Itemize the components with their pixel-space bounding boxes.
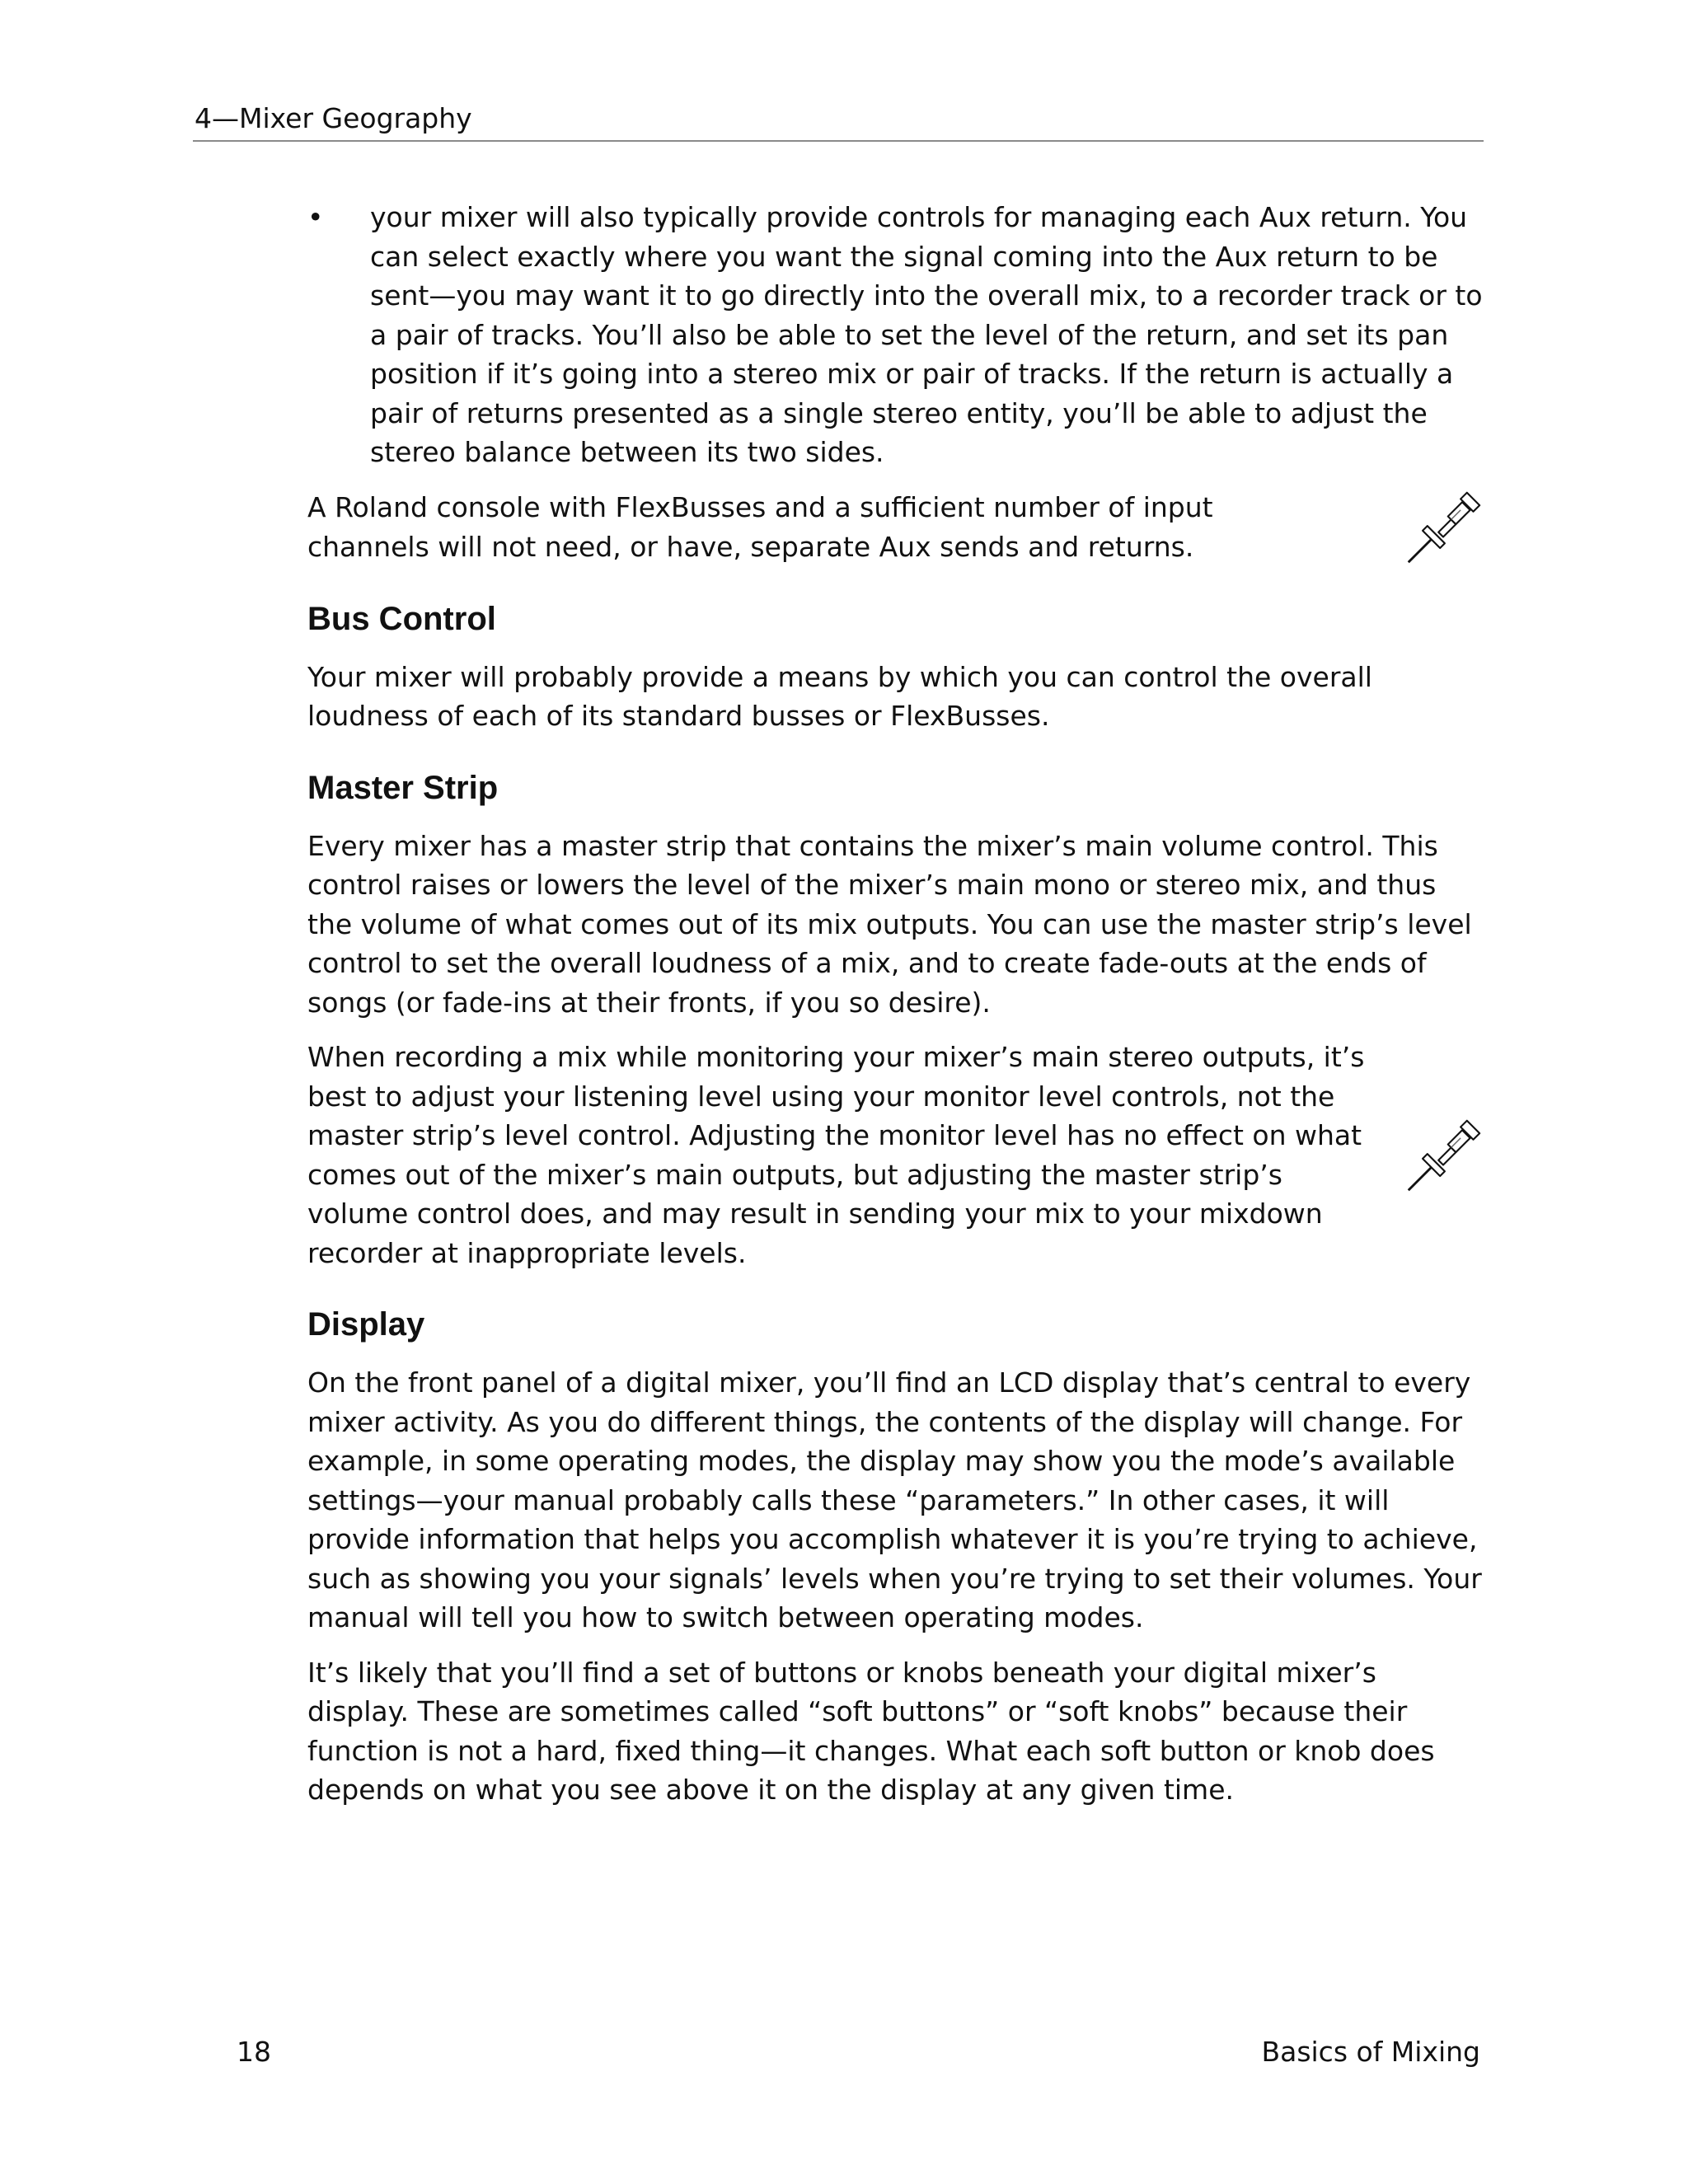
bullet-text: your mixer will also typically provide controls for managing each Aux return. You can select exactly where you want the signal coming into the Aux return to be sent—you may want it to go directly into the overall mix, to a recorder track or to a pair of tracks. You’ll also be able to set the level of the return, and set its pan position if it’s going into a stereo mix or pair of tracks. If the return is actually a pair of returns presented as a single stereo entity, you’ll be able to adjust the stereo balance between its two sides. <box>370 201 1483 468</box>
bullet-item <box>307 198 1483 472</box>
paragraph: Every mixer has a master strip that contains the mixer’s main volume control. This control raises or lowers the level of the mixer’s main mono or stereo mix, and thus the volume of what comes out of its mix outputs. You can use the master strip’s level control to set the overall loudness of a mix, and to create fade-outs at the ends of songs (or fade-ins at their fronts, if you so desire). <box>307 829 1472 1019</box>
page-number: 18 <box>237 2036 271 2068</box>
heading-master-strip: Master Strip <box>307 769 499 806</box>
page-body <box>307 198 1483 1825</box>
note-text: When recording a mix while monitoring your mixer’s main stereo outputs, it’s best to adjust your listening level using your monitor level controls, not the master strip’s level control. Adjusting the monitor level has no effect on what comes out of the mixer’s main outputs, but adjusting the master strip’s volume control does, and may result in sending your mix to your mixdown recorder at inappropriate levels. <box>307 1041 1365 1269</box>
heading-display: Display <box>307 1306 425 1343</box>
pushpin-icon <box>1404 488 1483 567</box>
paragraph: Your mixer will probably provide a means by which you can control the overall loudness of each of its standard busses or FlexBusses. <box>307 660 1372 732</box>
pushpin-icon <box>1404 1116 1483 1195</box>
bullet-marker: • <box>307 201 324 233</box>
heading-bus-control: Bus Control <box>307 600 496 637</box>
running-header: 4—Mixer Geography <box>195 102 472 134</box>
note-monitor-level <box>307 1038 1483 1272</box>
book-title: Basics of Mixing <box>1261 2036 1480 2068</box>
header-divider <box>193 140 1484 142</box>
note-text: A Roland console with FlexBusses and a sufficient number of input channels will not need, or have, separate Aux sends and returns. <box>307 491 1213 563</box>
paragraph: It’s likely that you’ll find a set of buttons or knobs beneath your digital mixer’s display. These are sometimes called “soft buttons” or “soft knobs” because their function is not a hard, fixed thing—it changes. What each soft button or knob does depends on what you see above it on the display at any given time. <box>307 1656 1435 1806</box>
note-aux-returns <box>307 488 1483 567</box>
paragraph: On the front panel of a digital mixer, you’ll find an LCD display that’s central to every mixer activity. As you do different things, the contents of the display will change. For example, in some operating modes, the display may show you the mode’s available settings—your manual probably calls these “parameters.” In other cases, it will provide information that helps you accomplish whatever it is you’re trying to achieve, such as showing you your signals’ levels when you’re trying to set their volumes. Your manual will tell you how to switch between operating modes. <box>307 1366 1482 1633</box>
